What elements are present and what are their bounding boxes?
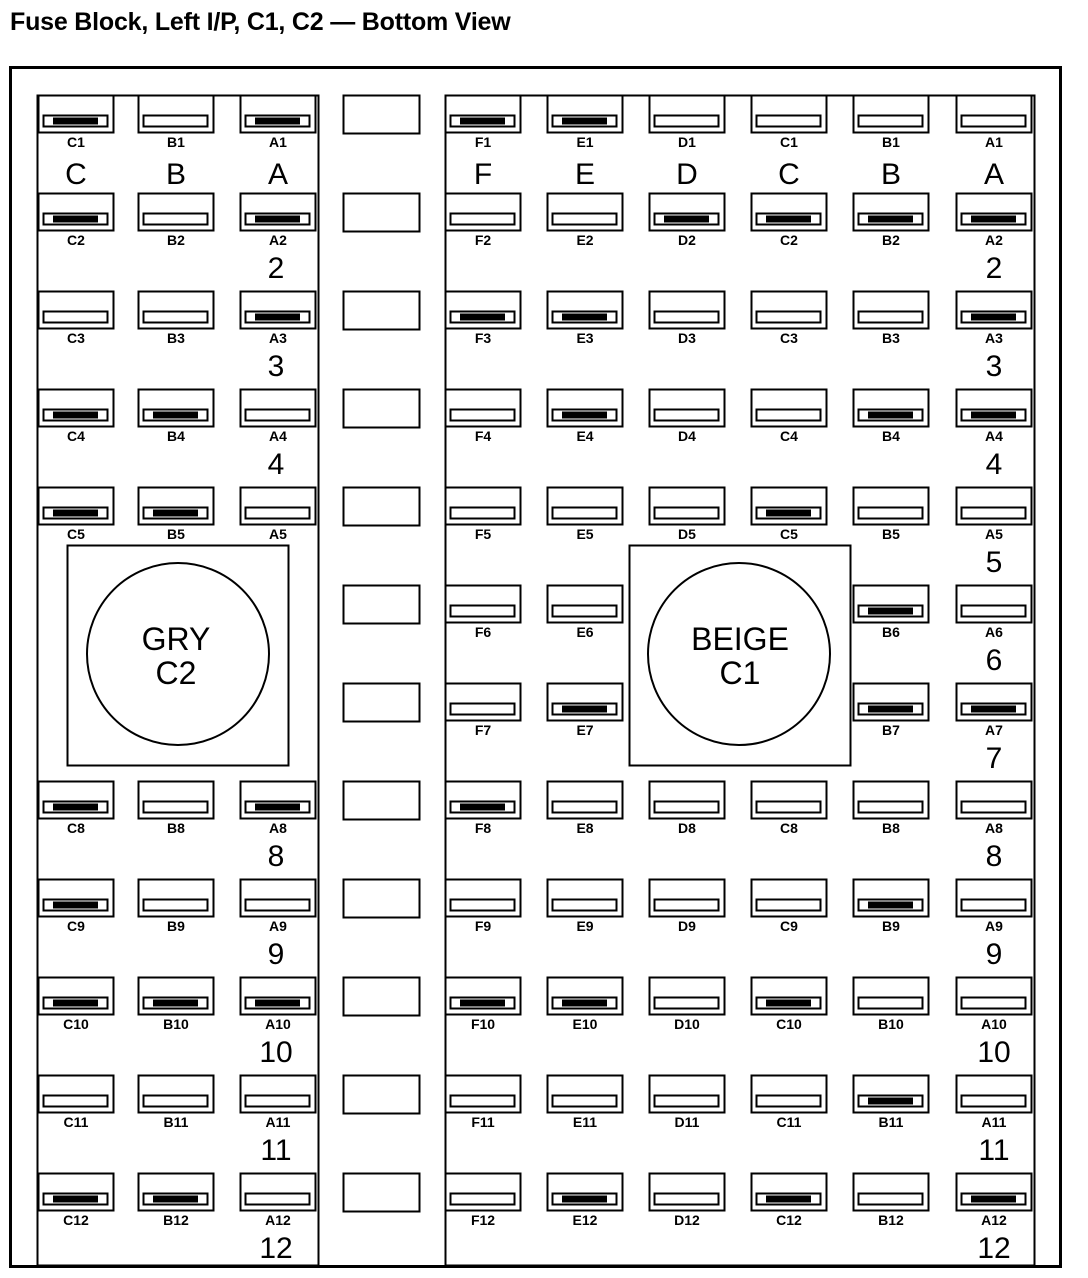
pin-c8 xyxy=(39,782,114,837)
pin-label: E9 xyxy=(576,918,594,934)
pin-a3 xyxy=(241,292,316,347)
pin-label: D5 xyxy=(678,526,696,542)
pin-terminal-mark xyxy=(53,216,98,223)
pin-label: C4 xyxy=(780,428,798,444)
column-letter-c: C xyxy=(778,158,800,191)
pin-terminal-mark xyxy=(53,902,98,909)
pin-label: F5 xyxy=(474,526,492,542)
pin-label: E6 xyxy=(576,624,594,640)
pin-b10 xyxy=(854,978,929,1033)
pin-label: F2 xyxy=(474,232,492,248)
column-letter-d: D xyxy=(676,158,698,191)
pin-label: B4 xyxy=(167,428,185,444)
column-letter-a: A xyxy=(983,158,1005,191)
pin-label: A8 xyxy=(269,820,287,836)
pin-label: A10 xyxy=(265,1016,291,1032)
pin-a5 xyxy=(957,488,1032,543)
pin-a10 xyxy=(241,978,316,1033)
pin-label: E11 xyxy=(572,1114,598,1130)
pin-label: B6 xyxy=(882,624,900,640)
pin-c2 xyxy=(39,194,114,249)
pin-label: B9 xyxy=(882,918,900,934)
pin-label: B9 xyxy=(167,918,185,934)
pin-label: C5 xyxy=(67,526,85,542)
c2-connector-callout xyxy=(68,546,289,766)
pin-terminal-mark xyxy=(460,314,505,321)
pin-label: B3 xyxy=(882,330,900,346)
pin-c12 xyxy=(39,1174,114,1229)
center-slot xyxy=(344,390,420,428)
pin-a2 xyxy=(957,194,1032,249)
pin-a11 xyxy=(241,1076,316,1131)
pin-terminal-mark xyxy=(868,902,913,909)
pin-terminal-mark xyxy=(255,118,300,125)
pin-c8 xyxy=(752,782,827,837)
pin-label: F1 xyxy=(474,134,492,150)
pin-terminal-mark xyxy=(562,706,607,713)
pin-f1 xyxy=(446,96,521,151)
row-number-2: 2 xyxy=(985,252,1003,285)
pin-label: B2 xyxy=(167,232,185,248)
pin-label: B3 xyxy=(167,330,185,346)
pin-e3 xyxy=(548,292,623,347)
pin-c4 xyxy=(752,390,827,445)
pin-a6 xyxy=(957,586,1032,641)
pin-c5 xyxy=(39,488,114,543)
pin-f12 xyxy=(446,1174,521,1229)
center-slot xyxy=(344,96,420,134)
pin-label: B1 xyxy=(882,134,900,150)
pin-d8 xyxy=(650,782,725,837)
center-slot-column xyxy=(344,96,420,1212)
pin-terminal-mark xyxy=(868,1098,913,1105)
pin-label: F4 xyxy=(474,428,492,444)
pin-terminal-mark xyxy=(868,216,913,223)
pin-terminal-mark xyxy=(255,314,300,321)
pin-label: C2 xyxy=(67,232,85,248)
pin-terminal-mark xyxy=(766,1196,811,1203)
pin-label: B7 xyxy=(882,722,900,738)
pin-e7 xyxy=(548,684,623,739)
pin-b3 xyxy=(854,292,929,347)
pin-label: F8 xyxy=(474,820,492,836)
pin-b3 xyxy=(139,292,214,347)
pin-label: E7 xyxy=(576,722,594,738)
pin-label: B11 xyxy=(163,1114,189,1130)
pin-b6 xyxy=(854,586,929,641)
pin-label: C12 xyxy=(63,1212,89,1228)
pin-d11 xyxy=(650,1076,725,1131)
pin-label: B1 xyxy=(167,134,185,150)
pin-label: E2 xyxy=(576,232,594,248)
pin-label: B4 xyxy=(882,428,900,444)
pin-label: A8 xyxy=(985,820,1003,836)
pin-label: F7 xyxy=(474,722,492,738)
row-number-5: 5 xyxy=(985,546,1003,579)
pin-label: A6 xyxy=(985,624,1003,640)
pin-label: D12 xyxy=(674,1212,700,1228)
pin-label: A4 xyxy=(269,428,287,444)
pin-label: B12 xyxy=(878,1212,904,1228)
pin-a8 xyxy=(957,782,1032,837)
pin-b4 xyxy=(139,390,214,445)
center-slot xyxy=(344,978,420,1016)
pin-label: A3 xyxy=(269,330,287,346)
row-number-10: 10 xyxy=(977,1036,1011,1069)
pin-c10 xyxy=(752,978,827,1033)
pin-c9 xyxy=(39,880,114,935)
column-letter-a: A xyxy=(267,158,289,191)
pin-c9 xyxy=(752,880,827,935)
pin-label: C5 xyxy=(780,526,798,542)
pin-terminal-mark xyxy=(971,1196,1016,1203)
pin-terminal-mark xyxy=(971,314,1016,321)
center-slot xyxy=(344,1174,420,1212)
pin-label: C1 xyxy=(780,134,798,150)
pin-label: C11 xyxy=(776,1114,802,1130)
pin-terminal-mark xyxy=(562,412,607,419)
pin-terminal-mark xyxy=(868,706,913,713)
pin-label: C10 xyxy=(63,1016,89,1032)
pin-label: D8 xyxy=(678,820,696,836)
pin-b11 xyxy=(854,1076,929,1131)
pin-terminal-mark xyxy=(868,412,913,419)
pin-label: A3 xyxy=(985,330,1003,346)
row-number-3: 3 xyxy=(267,350,285,383)
pin-label: A5 xyxy=(269,526,287,542)
pin-c12 xyxy=(752,1174,827,1229)
pin-label: C8 xyxy=(780,820,798,836)
pin-b9 xyxy=(139,880,214,935)
pin-c11 xyxy=(39,1076,114,1131)
pin-c1 xyxy=(752,96,827,151)
pin-a12 xyxy=(241,1174,316,1229)
pin-label: F6 xyxy=(474,624,492,640)
center-slot xyxy=(344,586,420,624)
pin-f7 xyxy=(446,684,521,739)
pin-label: E4 xyxy=(576,428,594,444)
pin-a9 xyxy=(241,880,316,935)
pin-label: B8 xyxy=(167,820,185,836)
pin-e8 xyxy=(548,782,623,837)
row-number-6: 6 xyxy=(985,644,1003,677)
pin-label: C3 xyxy=(67,330,85,346)
pin-terminal-mark xyxy=(562,1000,607,1007)
pin-label: B10 xyxy=(163,1016,189,1032)
pin-label: E12 xyxy=(572,1212,598,1228)
center-slot xyxy=(344,782,420,820)
pin-b10 xyxy=(139,978,214,1033)
pin-b8 xyxy=(854,782,929,837)
pin-a7 xyxy=(957,684,1032,739)
row-number-2: 2 xyxy=(267,252,285,285)
pin-label: D4 xyxy=(678,428,696,444)
pin-e5 xyxy=(548,488,623,543)
pin-terminal-mark xyxy=(153,1196,198,1203)
pin-b2 xyxy=(139,194,214,249)
pin-label: C9 xyxy=(780,918,798,934)
pin-label: B10 xyxy=(878,1016,904,1032)
row-number-4: 4 xyxy=(267,448,285,481)
pin-label: C1 xyxy=(67,134,85,150)
pin-label: C4 xyxy=(67,428,85,444)
center-slot xyxy=(344,488,420,526)
row-number-7: 7 xyxy=(985,742,1003,775)
row-number-12: 12 xyxy=(259,1232,293,1265)
pin-a12 xyxy=(957,1174,1032,1229)
pin-b5 xyxy=(139,488,214,543)
pin-f4 xyxy=(446,390,521,445)
pin-label: A9 xyxy=(985,918,1003,934)
pin-label: A9 xyxy=(269,918,287,934)
pin-f9 xyxy=(446,880,521,935)
c2-name-label: C2 xyxy=(155,655,197,691)
column-letter-e: E xyxy=(574,158,596,191)
pin-terminal-mark xyxy=(562,1196,607,1203)
pin-terminal-mark xyxy=(153,510,198,517)
pin-terminal-mark xyxy=(53,412,98,419)
pin-label: A5 xyxy=(985,526,1003,542)
pin-terminal-mark xyxy=(153,1000,198,1007)
pin-label: C3 xyxy=(780,330,798,346)
pin-terminal-mark xyxy=(53,804,98,811)
pin-e11 xyxy=(548,1076,623,1131)
pin-label: C8 xyxy=(67,820,85,836)
pin-f10 xyxy=(446,978,521,1033)
pin-terminal-mark xyxy=(255,804,300,811)
pin-label: C2 xyxy=(780,232,798,248)
pin-label: B5 xyxy=(167,526,185,542)
pin-label: C12 xyxy=(776,1212,802,1228)
pin-terminal-mark xyxy=(868,608,913,615)
pin-b5 xyxy=(854,488,929,543)
column-letter-c: C xyxy=(65,158,87,191)
c1-color-label: BEIGE xyxy=(691,621,789,657)
pin-terminal-mark xyxy=(971,216,1016,223)
pin-terminal-mark xyxy=(971,412,1016,419)
pin-c11 xyxy=(752,1076,827,1131)
pin-a9 xyxy=(957,880,1032,935)
pin-label: A1 xyxy=(985,134,1003,150)
pin-b9 xyxy=(854,880,929,935)
pin-f8 xyxy=(446,782,521,837)
pin-terminal-mark xyxy=(53,510,98,517)
pin-label: E10 xyxy=(572,1016,598,1032)
pin-label: E8 xyxy=(576,820,594,836)
pin-e10 xyxy=(548,978,623,1033)
pin-label: E1 xyxy=(576,134,594,150)
pin-terminal-mark xyxy=(460,118,505,125)
row-number-3: 3 xyxy=(985,350,1003,383)
c1-name-label: C1 xyxy=(719,655,761,691)
pin-c4 xyxy=(39,390,114,445)
pin-label: B12 xyxy=(163,1212,189,1228)
pin-label: C10 xyxy=(776,1016,802,1032)
pin-terminal-mark xyxy=(53,1196,98,1203)
pin-f5 xyxy=(446,488,521,543)
pin-d10 xyxy=(650,978,725,1033)
center-slot xyxy=(344,1076,420,1114)
pin-label: D3 xyxy=(678,330,696,346)
pin-label: B5 xyxy=(882,526,900,542)
pin-a11 xyxy=(957,1076,1032,1131)
pin-c1 xyxy=(39,96,114,151)
pin-label: B2 xyxy=(882,232,900,248)
pin-terminal-mark xyxy=(153,412,198,419)
pin-a1 xyxy=(241,96,316,151)
pin-label: F11 xyxy=(471,1114,495,1130)
pin-terminal-mark xyxy=(664,216,709,223)
pin-label: A1 xyxy=(269,134,287,150)
pin-a10 xyxy=(957,978,1032,1033)
pin-label: D10 xyxy=(674,1016,700,1032)
pin-label: D11 xyxy=(674,1114,700,1130)
pin-label: F3 xyxy=(474,330,492,346)
pin-f11 xyxy=(446,1076,521,1131)
column-letter-b: B xyxy=(165,158,187,191)
center-slot xyxy=(344,292,420,330)
row-number-8: 8 xyxy=(985,840,1003,873)
pin-terminal-mark xyxy=(766,216,811,223)
pin-b8 xyxy=(139,782,214,837)
pin-label: C11 xyxy=(63,1114,89,1130)
pin-terminal-mark xyxy=(460,1000,505,1007)
row-number-11: 11 xyxy=(260,1134,292,1167)
pin-label: F9 xyxy=(474,918,492,934)
pin-label: D1 xyxy=(678,134,696,150)
pin-d2 xyxy=(650,194,725,249)
pin-f3 xyxy=(446,292,521,347)
pin-terminal-mark xyxy=(255,216,300,223)
pin-a3 xyxy=(957,292,1032,347)
pin-b4 xyxy=(854,390,929,445)
pin-label: A11 xyxy=(265,1114,291,1130)
pin-terminal-mark xyxy=(766,510,811,517)
pin-c3 xyxy=(39,292,114,347)
pin-a4 xyxy=(957,390,1032,445)
pin-label: A4 xyxy=(985,428,1003,444)
pin-label: B8 xyxy=(882,820,900,836)
pin-c3 xyxy=(752,292,827,347)
pin-b2 xyxy=(854,194,929,249)
center-slot xyxy=(344,880,420,918)
row-number-10: 10 xyxy=(259,1036,293,1069)
pin-c2 xyxy=(752,194,827,249)
pin-a1 xyxy=(957,96,1032,151)
pin-terminal-mark xyxy=(255,1000,300,1007)
pin-f6 xyxy=(446,586,521,641)
center-slot xyxy=(344,194,420,232)
pin-e9 xyxy=(548,880,623,935)
pin-label: D9 xyxy=(678,918,696,934)
pin-label: A12 xyxy=(265,1212,291,1228)
pin-label: A2 xyxy=(269,232,287,248)
pin-terminal-mark xyxy=(562,118,607,125)
pin-label: A7 xyxy=(985,722,1003,738)
pin-c5 xyxy=(752,488,827,543)
pin-a8 xyxy=(241,782,316,837)
pin-a4 xyxy=(241,390,316,445)
pin-label: F10 xyxy=(470,1016,496,1032)
row-number-12: 12 xyxy=(977,1232,1011,1265)
pin-terminal-mark xyxy=(562,314,607,321)
row-number-9: 9 xyxy=(985,938,1003,971)
pin-terminal-mark xyxy=(460,804,505,811)
pin-e4 xyxy=(548,390,623,445)
pin-b12 xyxy=(854,1174,929,1229)
pin-e6 xyxy=(548,586,623,641)
pin-d5 xyxy=(650,488,725,543)
pin-label: A12 xyxy=(981,1212,1007,1228)
pin-b7 xyxy=(854,684,929,739)
c2-color-label: GRY xyxy=(141,621,211,657)
pin-c10 xyxy=(39,978,114,1033)
pin-terminal-mark xyxy=(53,118,98,125)
pin-d1 xyxy=(650,96,725,151)
pin-label: C9 xyxy=(67,918,85,934)
row-number-9: 9 xyxy=(267,938,285,971)
row-number-8: 8 xyxy=(267,840,285,873)
pin-label: D2 xyxy=(678,232,696,248)
pin-e2 xyxy=(548,194,623,249)
c1-connector-callout xyxy=(630,546,851,766)
pin-d3 xyxy=(650,292,725,347)
pin-label: A10 xyxy=(981,1016,1007,1032)
column-letter-f: F xyxy=(473,158,493,191)
pin-label: B11 xyxy=(878,1114,904,1130)
pin-d12 xyxy=(650,1174,725,1229)
pin-label: E5 xyxy=(576,526,594,542)
pin-label: A11 xyxy=(981,1114,1007,1130)
pin-b12 xyxy=(139,1174,214,1229)
pin-terminal-mark xyxy=(53,1000,98,1007)
pin-e12 xyxy=(548,1174,623,1229)
diagram-title: Fuse Block, Left I/P, C1, C2 — Bottom View xyxy=(10,8,511,36)
pin-f2 xyxy=(446,194,521,249)
row-number-11: 11 xyxy=(978,1134,1010,1167)
pin-label: A2 xyxy=(985,232,1003,248)
center-slot xyxy=(344,684,420,722)
column-letter-b: B xyxy=(880,158,902,191)
pin-label: E3 xyxy=(576,330,594,346)
pin-d9 xyxy=(650,880,725,935)
pin-b11 xyxy=(139,1076,214,1131)
row-number-4: 4 xyxy=(985,448,1003,481)
pin-a2 xyxy=(241,194,316,249)
pin-e1 xyxy=(548,96,623,151)
pin-a5 xyxy=(241,488,316,543)
pin-terminal-mark xyxy=(766,1000,811,1007)
pin-b1 xyxy=(139,96,214,151)
pin-d4 xyxy=(650,390,725,445)
pin-label: F12 xyxy=(470,1212,496,1228)
pin-b1 xyxy=(854,96,929,151)
pin-terminal-mark xyxy=(971,706,1016,713)
